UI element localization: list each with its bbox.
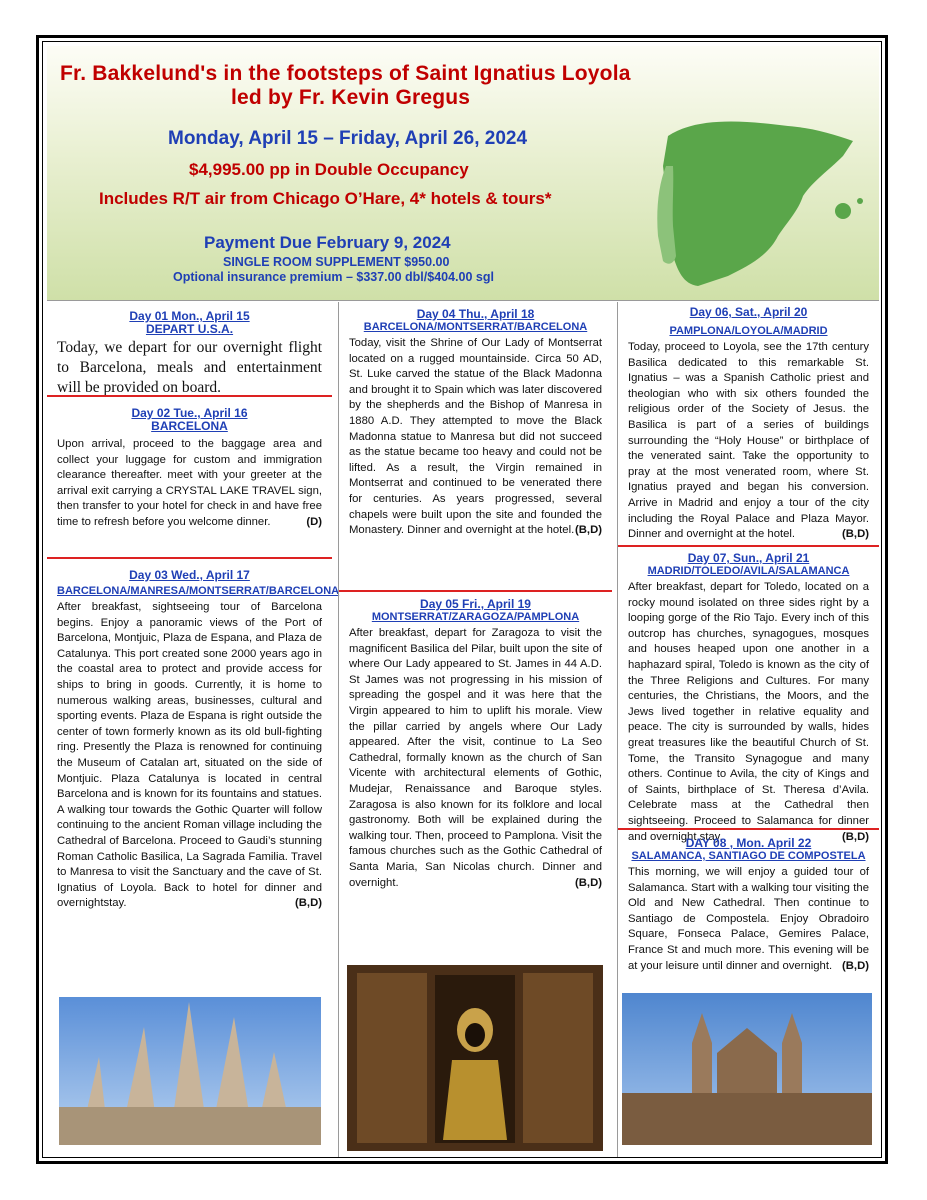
day-06 [618, 306, 879, 543]
day-02-text: Upon arrival, proceed to the baggage area and collect your luggage for custom and immigration clearance thereafter. meet with your greeter at the arrival exit carrying a CRYSTAL LAKE TRAVEL sign, then transfer to your hotel for check in and have free time to refresh before you welcome dinner. [57, 438, 322, 528]
divider [339, 590, 612, 592]
day-01 [47, 310, 332, 398]
day-05-route: MONTSERRAT/ZARAGOZA/PAMPLONA [371, 611, 580, 623]
day-05-text: After breakfast, depart for Zaragoza to visit the magnificent Basilica del Pilar, built upon the site of where Our Lady appeared to St. James in 44 A.D. St James was not progressing in his mission of spreading the gospel and it was here that the Virgin appeared to him to uplift his morale. View the pillar carried by angels where Our Lady appeared. After the visit, continue to La Seo Cathedral, formally known as the church of San Vicente with architectural elements of Gothic, Mudejar, Renaissance and Baroque styles. Zaragosa is also known for its folklore and local gastronomy. Both will be explained during the walking tour. Then, proceed to Pamplona. Visit the famous churches such as the Gothic Cathedral of Santa Maria, San Nicolas church. Dinner and overnight. [349, 627, 602, 889]
day-02-route: BARCELONA [151, 419, 228, 433]
day-07-text: After breakfast, depart for Toledo, located on a rocky mound isolated on three sides right by a looping gorge of the Rio Tajo. Every inch of this outcrop has churches, synagogues, mosques and houses heaped upon one another in a haphazard spiral, Toledo is known as the city of the Three Religions and Cultures. For many centuries, the Christians, the Moors, and the Jews lived together in relative equality and peace. The city is surrounded by walls, hides great treasures like the beautiful Church of St. Tome, the Transito Synagogue and many others. Continue to Avila, the city of Kings and of Saints, birthplace of St. Theresa d’Avila. Celebrate mass at the Cathedral then sightseeing. Proceed to Salamanca for dinner and overnight stay. [628, 581, 869, 843]
day-03 [47, 568, 340, 912]
day-05 [339, 598, 612, 891]
day-01-date: Day 01 Mon., April 15 [129, 309, 250, 323]
trip-includes: Includes R/T air from Chicago O’Hare, 4* hotels & tours* [99, 189, 552, 208]
day-04-route: BARCELONA/MONTSERRAT/BARCELONA [363, 321, 588, 333]
day-08-route: SALAMANCA, SANTIAGO DE COMPOSTELA [631, 850, 866, 862]
day-06-date: Day 06, Sat., April 20 [689, 305, 808, 319]
day-05-meals: (B,D) [575, 876, 602, 889]
day-04 [339, 308, 612, 539]
trip-price: $4,995.00 pp in Double Occupancy [189, 160, 469, 179]
trip-dates: Monday, April 15 – Friday, April 26, 2024 [168, 128, 528, 149]
single-supplement: SINGLE ROOM SUPPLEMENT $950.00 [223, 255, 450, 269]
day-04-meals: (B,D) [575, 524, 602, 537]
insurance-premium: Optional insurance premium – $337.00 dbl/$404.00 sgl [173, 270, 494, 284]
divider [47, 395, 332, 397]
day-08-meals: (B,D) [842, 959, 869, 972]
day-02-meals: (D) [306, 515, 322, 528]
black-madonna-photo [347, 965, 603, 1151]
day-07 [618, 552, 879, 845]
day-06-text: Today, proceed to Loyola, see the 17th century Basilica dedicated to this remarkable St. Ignatius – was a Spanish Catholic priest and theologian who with six others founded the religious order of the Society of Jesus. the Basilica is part of a series of buildings surrounding the “Holy House” or birthplace of the venerated saint. Take the opportunity to pray at the most venerated room, where St. Ignatius prayed and began his conversion. Arrive in Madrid and enjoy a tour of the city including the Royal Palace and Plaza Mayor. Dinner and overnight at the hotel. [628, 341, 869, 541]
day-06-meals: (B,D) [842, 528, 869, 541]
divider [618, 545, 879, 547]
day-08-text: This morning, we will enjoy a guided tour of Salamanca. Start with a walking tour visiting the Old and New Cathedral. Then continue to Santiago de Compostela. Enjoy Obradoiro Square, Fonseca Palace, Gemires Palace, France St and much more. This evening will be at your leisure until dinner and overnight. [628, 866, 869, 972]
day-03-route: BARCELONA/MANRESA/MONTSERRAT/BARCELONA [57, 585, 340, 597]
day-04-date: Day 04 Thu., April 18 [416, 307, 535, 321]
day-02 [47, 407, 332, 531]
divider [47, 557, 332, 559]
divider [618, 828, 879, 830]
day-07-route: MADRID/TOLEDO/AVILA/SALAMANCA [647, 565, 850, 577]
day-08-date: DAY 08 , Mon. April 22 [685, 836, 812, 850]
day-04-text: Today, visit the Shrine of Our Lady of Montserrat located on a rugged mountainside. Circa 50 AD, St. Luke carved the statue of the Black Madonna and brought it to Spain which was later discovered by the shepherds and the Bishop of Manresa in 1880 A.D. They attempted to move the Black Madonna statue to Manresa but did not succeed as the statue became too heavy and could not be lifted. As a result, the Virgin remained in Montserrat and continued to be venerated there for centuries. As years progressed, several chapels were built upon the site and founded the Monastery. Dinner and overnight at the hotel. [349, 337, 602, 537]
page-title: Fr. Bakkelund's in the footsteps of Saint Ignatius Loyola [60, 62, 631, 85]
payment-due: Payment Due February 9, 2024 [204, 233, 451, 252]
santiago-cathedral-photo [622, 993, 872, 1145]
spain-map-image [628, 96, 880, 301]
day-08 [618, 837, 879, 974]
day-03-meals: (B,D) [295, 897, 322, 910]
day-07-meals: (B,D) [842, 830, 869, 843]
day-03-date: Day 03 Wed., April 17 [129, 568, 250, 582]
day-01-text: Today, we depart for our overnight flight to Barcelona, meals and entertainment will be provided on board. [57, 339, 322, 396]
day-01-route: DEPART U.S.A. [145, 322, 234, 336]
sagrada-familia-photo [59, 997, 321, 1145]
day-02-date: Day 02 Tue., April 16 [131, 406, 248, 420]
page-subtitle: led by Fr. Kevin Gregus [231, 86, 471, 109]
day-07-date: Day 07, Sun., April 21 [687, 551, 810, 565]
day-03-text: After breakfast, sightseeing tour of Barcelona begins. Enjoy a panoramic views of the Port of Barcelona, Montjuic, Plaza de Espana, and Plaza de Catalunya. This port created sone 2000 years ago in the coastal area to protect and provide access for ships to bring in goods. Currently, it is home to numerous walking areas, businesses, cultural and sporting events. Plaza de Espana is right outside the center of town formerly known as its old bull-fighting ring. Presently the Plaza is renowned for continuing the Museum of Catalan art, situated on the side of Montjuic. Plaza Catalunya is located in central Barcelona and is known for its fountains and statues. A walking tour towards the Gothic Quarter will follow continuing to the ancient Roman village including the Cathedral of Barcelona. Proceed to Gaudi’s stunning Roman Catholic Basilica, La Sagrada Familia. Travel to Manresa to visit the Sanctuary and the cave of St. Ignatius of Loyola. Back to hotel for dinner and overnightstay. [57, 601, 322, 910]
day-06-route: PAMPLONA/LOYOLA/MADRID [669, 325, 828, 337]
day-05-date: Day 05 Fri., April 19 [420, 597, 531, 611]
